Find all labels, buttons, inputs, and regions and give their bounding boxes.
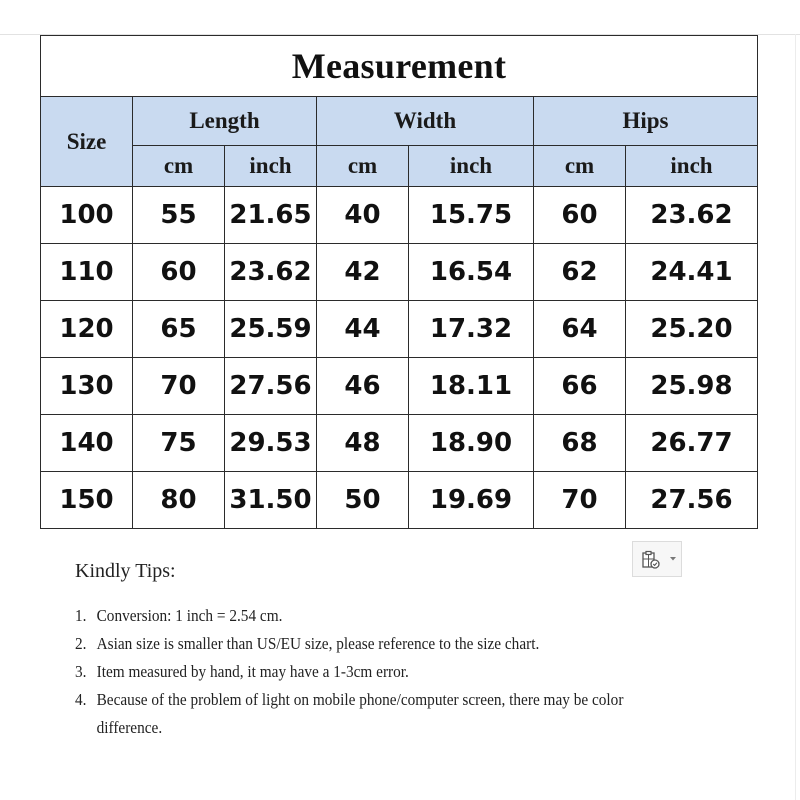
cell-length-inch: 23.62 <box>225 244 317 301</box>
cell-length-cm: 80 <box>133 472 225 529</box>
paste-options-button[interactable] <box>632 541 682 577</box>
cell-hips-inch: 24.41 <box>626 244 758 301</box>
cell-length-cm: 75 <box>133 415 225 472</box>
cell-hips-cm: 60 <box>534 187 626 244</box>
cell-length-inch: 29.53 <box>225 415 317 472</box>
tip-number: 4. <box>75 690 87 709</box>
cell-width-cm: 42 <box>317 244 409 301</box>
tip-text: Conversion: 1 inch = 2.54 cm. <box>96 606 283 625</box>
cell-size: 100 <box>41 187 133 244</box>
cell-hips-cm: 70 <box>534 472 626 529</box>
tip-number: 2. <box>75 634 87 653</box>
paste-options-icon <box>641 550 661 570</box>
cell-width-cm: 40 <box>317 187 409 244</box>
cell-width-inch: 19.69 <box>409 472 534 529</box>
cell-width-inch: 18.90 <box>409 415 534 472</box>
header-length: Length <box>133 97 317 146</box>
cell-width-inch: 15.75 <box>409 187 534 244</box>
list-item <box>75 658 633 686</box>
unit-width-cm: cm <box>317 146 409 187</box>
cell-size: 130 <box>41 358 133 415</box>
cell-length-cm: 65 <box>133 301 225 358</box>
cell-hips-cm: 64 <box>534 301 626 358</box>
list-item <box>75 686 633 742</box>
table-row <box>41 415 758 472</box>
unit-length-inch: inch <box>225 146 317 187</box>
cell-hips-inch: 27.56 <box>626 472 758 529</box>
cell-hips-cm: 68 <box>534 415 626 472</box>
tip-text: Asian size is smaller than US/EU size, please reference to the size chart. <box>96 634 540 653</box>
tips-title: Kindly Tips: <box>75 560 176 582</box>
tips-list <box>75 602 695 742</box>
table-row <box>41 301 758 358</box>
cell-length-inch: 31.50 <box>225 472 317 529</box>
tip-number: 1. <box>75 606 87 625</box>
cell-width-inch: 18.11 <box>409 358 534 415</box>
table-row <box>41 244 758 301</box>
cell-hips-cm: 62 <box>534 244 626 301</box>
table-row <box>41 472 758 529</box>
cell-length-cm: 55 <box>133 187 225 244</box>
cell-size: 150 <box>41 472 133 529</box>
page-right-border <box>795 34 796 800</box>
unit-hips-cm: cm <box>534 146 626 187</box>
cell-width-cm: 48 <box>317 415 409 472</box>
table-row <box>41 358 758 415</box>
cell-width-inch: 16.54 <box>409 244 534 301</box>
cell-hips-inch: 25.20 <box>626 301 758 358</box>
cell-width-cm: 46 <box>317 358 409 415</box>
cell-hips-inch: 25.98 <box>626 358 758 415</box>
cell-size: 110 <box>41 244 133 301</box>
cell-length-cm: 70 <box>133 358 225 415</box>
header-width: Width <box>317 97 534 146</box>
header-hips: Hips <box>534 97 758 146</box>
cell-length-inch: 27.56 <box>225 358 317 415</box>
list-item <box>75 630 633 658</box>
cell-width-cm: 44 <box>317 301 409 358</box>
unit-length-cm: cm <box>133 146 225 187</box>
cell-length-inch: 25.59 <box>225 301 317 358</box>
cell-hips-inch: 26.77 <box>626 415 758 472</box>
cell-width-inch: 17.32 <box>409 301 534 358</box>
cell-length-inch: 21.65 <box>225 187 317 244</box>
cell-size: 120 <box>41 301 133 358</box>
cell-width-cm: 50 <box>317 472 409 529</box>
chevron-down-icon <box>669 556 677 562</box>
table-title: Measurement <box>41 36 758 97</box>
cell-hips-cm: 66 <box>534 358 626 415</box>
cell-size: 140 <box>41 415 133 472</box>
tip-text: Because of the problem of light on mobile phone/computer screen, there may be color difference. <box>96 690 624 737</box>
size-chart-table <box>40 35 758 529</box>
tip-number: 3. <box>75 662 87 681</box>
unit-width-inch: inch <box>409 146 534 187</box>
unit-hips-inch: inch <box>626 146 758 187</box>
cell-length-cm: 60 <box>133 244 225 301</box>
cell-hips-inch: 23.62 <box>626 187 758 244</box>
list-item <box>75 602 633 630</box>
tip-text: Item measured by hand, it may have a 1-3cm error. <box>96 662 409 681</box>
table-row <box>41 187 758 244</box>
header-size: Size <box>41 97 133 187</box>
